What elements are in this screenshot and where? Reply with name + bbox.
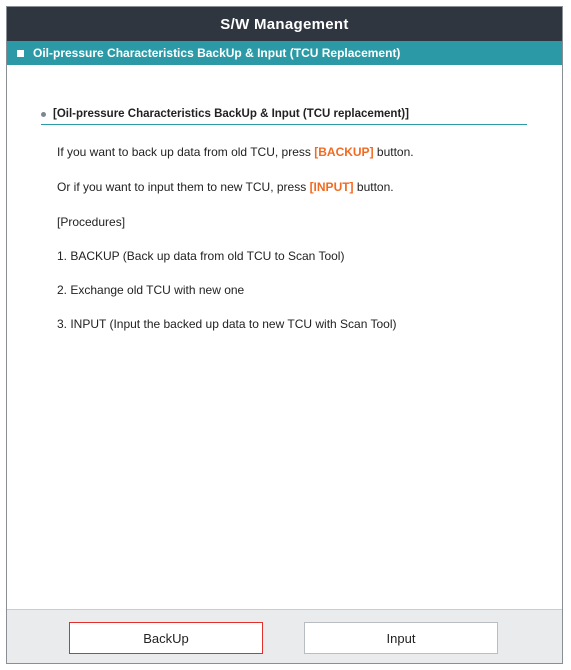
- backup-highlight: [BACKUP]: [314, 145, 374, 159]
- square-bullet-icon: [17, 50, 24, 57]
- subheader-bar: [7, 41, 562, 65]
- input-highlight: [INPUT]: [309, 180, 354, 194]
- backup-button[interactable]: BackUp: [69, 622, 263, 654]
- window-title: S/W Management: [7, 7, 562, 41]
- instruction-input-text: Or if you want to input them to new TCU, press: [57, 180, 310, 194]
- procedure-step-1: 1. BACKUP (Back up data from old TCU to Scan Tool): [57, 249, 345, 263]
- sw-management-window: [6, 6, 563, 664]
- section-heading: [41, 104, 527, 125]
- instruction-input: [57, 180, 394, 194]
- subheader-title: Oil-pressure Characteristics BackUp & Input (TCU Replacement): [33, 46, 401, 60]
- instruction-backup: [57, 145, 414, 159]
- input-button[interactable]: Input: [304, 622, 498, 654]
- instruction-input-suffix: button.: [353, 180, 394, 194]
- instruction-backup-suffix: button.: [373, 145, 414, 159]
- procedures-label: [Procedures]: [57, 215, 126, 229]
- dot-bullet-icon: [41, 112, 46, 117]
- procedure-step-3: 3. INPUT (Input the backed up data to new TCU with Scan Tool): [57, 317, 397, 331]
- procedure-step-2: 2. Exchange old TCU with new one: [57, 283, 245, 297]
- content-area: [7, 65, 562, 609]
- section-title: [Oil-pressure Characteristics BackUp & Input (TCU replacement)]: [53, 108, 409, 120]
- button-bar: [7, 609, 562, 663]
- instruction-backup-text: If you want to back up data from old TCU, press: [57, 145, 315, 159]
